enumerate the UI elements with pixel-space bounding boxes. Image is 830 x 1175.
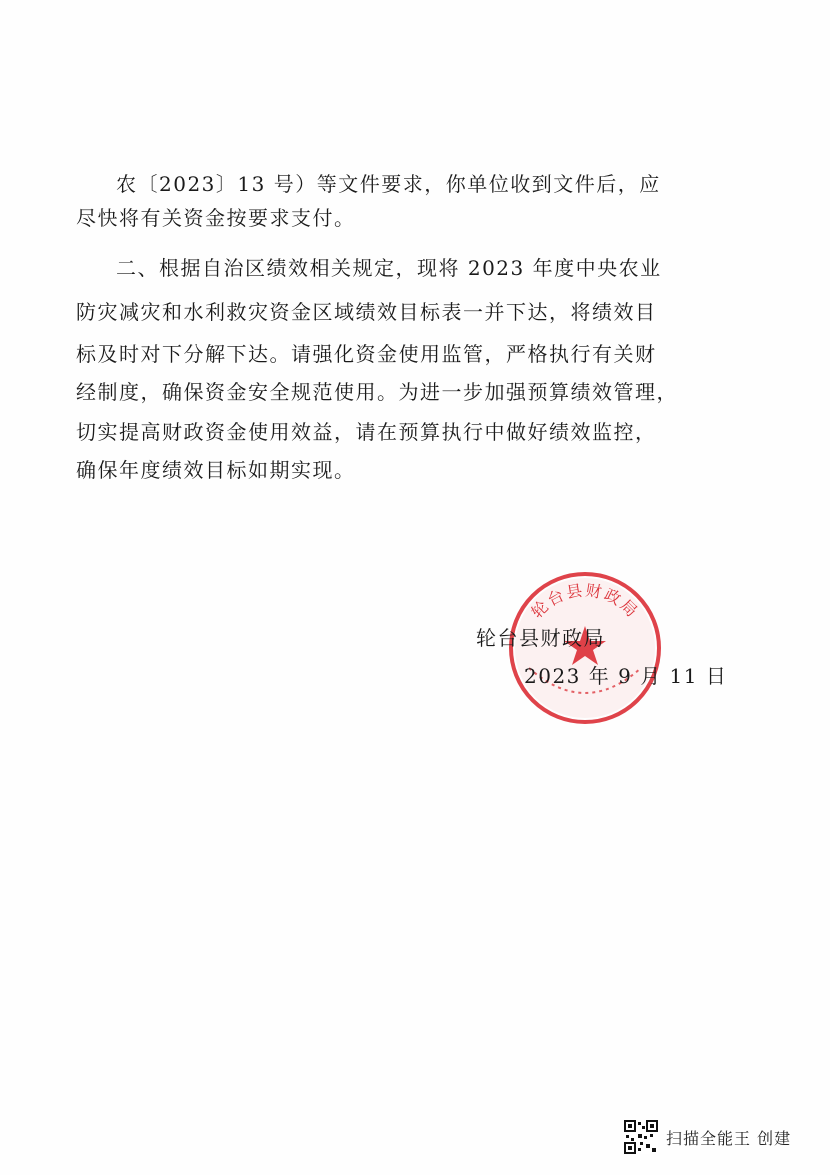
body-line-7: 切实提高财政资金使用效益，请在预算执行中做好绩效监控， (76, 420, 657, 444)
watermark-label: 扫描全能王 创建 (666, 1128, 792, 1148)
issue-date: 2023 年 9 月 11 日 (524, 664, 728, 688)
body-line-6: 经制度，确保资金安全规范使用。为进一步加强预算绩效管理， (76, 380, 678, 404)
seal-text: 轮台县财政局 (527, 580, 643, 622)
body-line-5: 标及时对下分解下达。请强化资金使用监管，严格执行有关财 (76, 342, 657, 366)
body-line-3: 二、根据自治区绩效相关规定，现将 2023 年度中央农业 (116, 256, 662, 280)
body-line-1: 农〔2023〕13 号）等文件要求，你单位收到文件后，应 (116, 172, 661, 196)
body-line-2: 尽快将有关资金按要求支付。 (76, 206, 356, 230)
body-line-8: 确保年度绩效目标如期实现。 (76, 458, 356, 482)
qr-code-icon (624, 1120, 658, 1154)
issuer-name: 轮台县财政局 (476, 626, 605, 650)
body-line-4: 防灾减灾和水利救灾资金区域绩效目标表一并下达，将绩效目 (76, 300, 657, 324)
scanner-watermark (624, 1120, 791, 1154)
